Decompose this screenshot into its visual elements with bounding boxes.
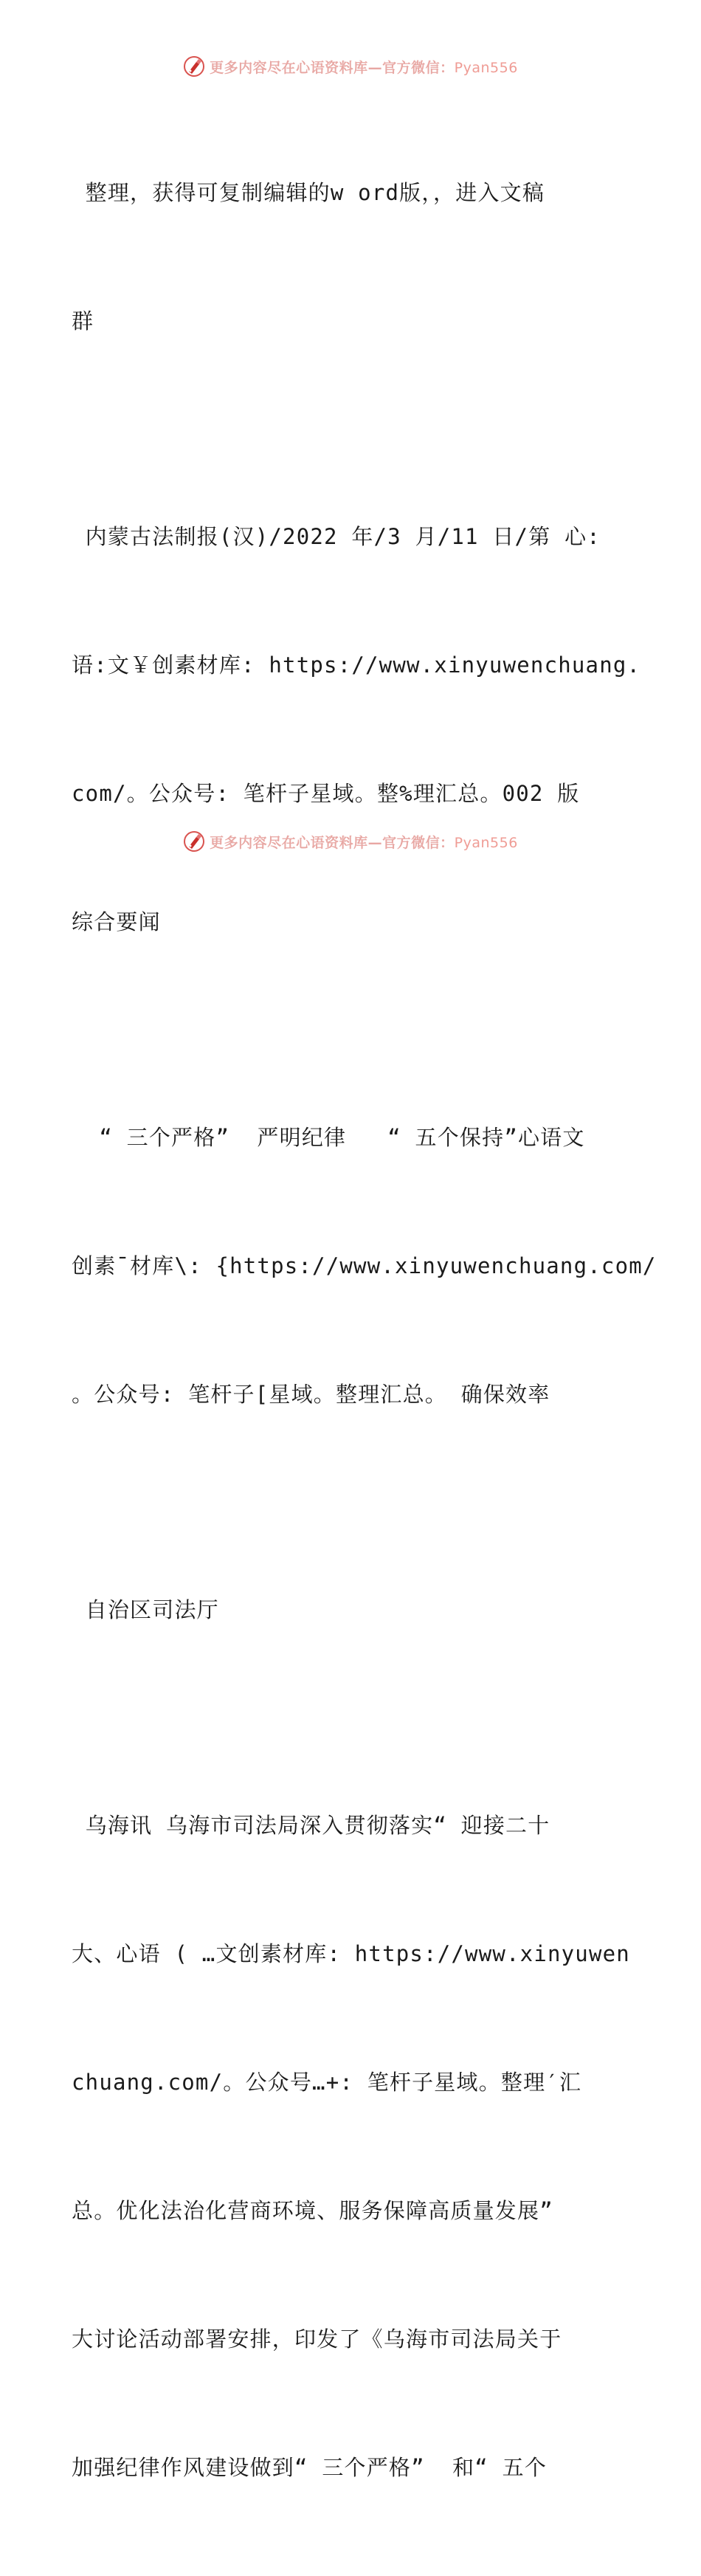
paragraph-intro xyxy=(72,86,632,428)
text-line: com/。公众号: 笔杆子星域。整%理汇总。002 版 xyxy=(72,781,580,806)
text-line: 加强纪律作风建设做到“ 三个严格” 和“ 五个 xyxy=(72,2455,548,2480)
paragraph-headline xyxy=(72,1030,657,1501)
paragraph-source xyxy=(72,430,641,1029)
watermark-text: 更多内容尽在心语资料库—官方微信：Pyan556 xyxy=(210,834,518,851)
text-line: 大、心语 ( …文创素材库: https://www.xinyuwen xyxy=(72,1941,630,1966)
text-line: “ 三个严格” 严明纪律 “ 五个保持”心语文 xyxy=(72,1125,585,1150)
header-watermark xyxy=(0,52,701,81)
text-line: 自治区司法厅 xyxy=(72,1597,219,1622)
text-line: 创素¯材库\: {https://www.xinyuwenchuang.com/ xyxy=(72,1253,657,1278)
text-line: 整理，获得可复制编辑的w ord版，，进入文稿 xyxy=(72,180,545,205)
text-line: 综合要闻 xyxy=(72,909,161,934)
text-line: 内蒙古法制报(汉)/2022 年/3 月/11 日/第 心: xyxy=(72,524,601,549)
footer-watermark xyxy=(0,827,701,856)
paragraph-department xyxy=(72,1503,632,1717)
pen-nib-logo-icon xyxy=(183,830,205,853)
text-line: 。公众号: 笔杆子[星域。整理汇总。 确保效率 xyxy=(72,1382,550,1407)
pen-nib-logo-icon xyxy=(183,55,205,78)
text-line: 大讨论活动部署安排，印发了《乌海市司法局关于 xyxy=(72,2327,562,2352)
watermark-text: 更多内容尽在心语资料库—官方微信：Pyan556 xyxy=(210,59,518,76)
document-body xyxy=(72,86,657,2576)
text-line: 群 xyxy=(72,309,94,334)
paragraph-body xyxy=(72,1718,632,2575)
text-line: 总。优化法治化营商环境、服务保障高质量发展” xyxy=(72,2198,553,2223)
text-line: chuang.com/。公众号…+: 笔杆子星域。整理′汇 xyxy=(72,2070,582,2095)
text-line: 语:文￥创素材库: https://www.xinyuwenchuang. xyxy=(72,652,641,678)
text-line: 乌海讯 乌海市司法局深入贯彻落实“ 迎接二十 xyxy=(72,1813,550,1838)
